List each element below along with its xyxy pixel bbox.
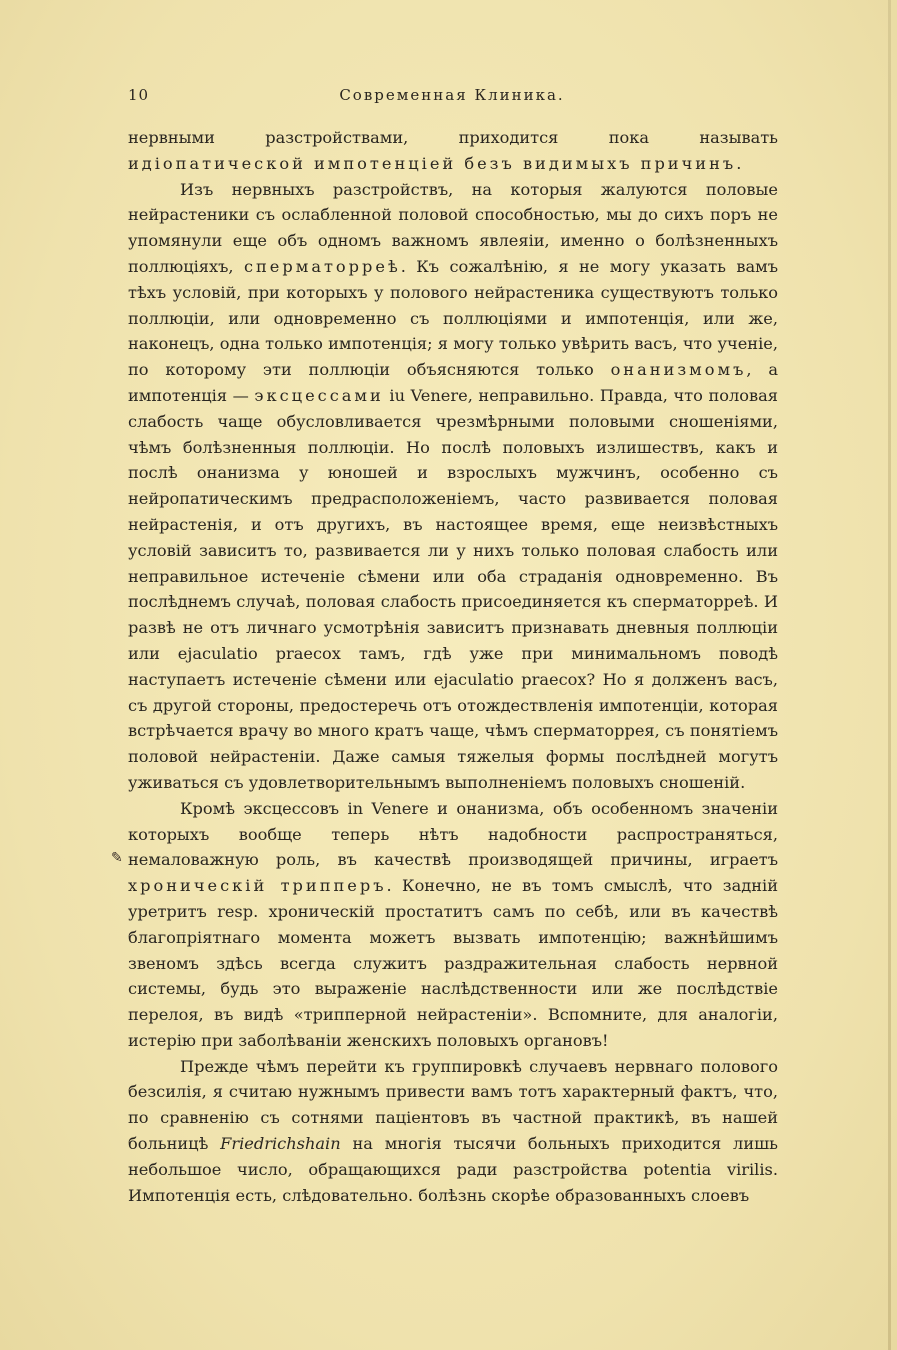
text-segment: на многія тысячи больныхъ приходится лишь небольшое число, обращающихся ради разстройства potentia virilis. Импотенція есть, слѣдовательно. болѣзнь скорѣе образованныхъ слоевъ (128, 1134, 778, 1205)
text-segment: Кромѣ эксцессовъ in Venere и онанизма, объ особенномъ значеніи которыхъ вообще теперь нѣтъ надобности распространяться, немаловажную роль, въ качествѣ производящей причины, играетъ (128, 798, 778, 870)
text-segment: . Конечно, не въ томъ смыслѣ, что задній уретритъ resp. хроническій простатитъ самъ по себѣ, или въ качествѣ благопріятнаго момента можетъ вызвать импотенцію; важнѣйшимъ звеномъ здѣсь всегда служитъ раздражительная слабость нервной системы, будь это выраженіе наслѣдственности или же послѣдствіе перелоя, въ видѣ «трипперной нейрастеніи». Вспомните, для аналогіи, истерію при заболѣваніи женскихъ половыхъ органовъ! (128, 876, 778, 1050)
text-segment: . (736, 153, 742, 173)
text-segment: iu Venere, неправильно. Правда, что половая слабость чаще обусловливается чрезмѣрными половыми сношеніями, чѣмъ болѣзненныя поллюціи. Но послѣ половыхъ излишествъ, какъ и послѣ онанизма у юношей и взрослыхъ мужчинъ, особенно съ нейропатическимъ предрасположеніемъ, часто развивается половая нейрастенія, и отъ другихъ, въ настоящее время, еще неизвѣстныхъ условій зависитъ то, развивается ли у нихъ только половая слабость или неправильное истеченіе сѣмени или оба страданія одновременно. Въ послѣднемъ случаѣ, половая слабость присоединяется къ сперматорреѣ. И развѣ не отъ личнаго усмотрѣнія зависитъ признавать дневныя поллюціи или ejaculatio praecox тамъ, гдѣ уже при минимальномъ поводѣ наступаетъ истеченіе сѣмени или ejaculatio praecox? Но я долженъ васъ, съ другой стороны, предостеречь отъ отождествленія импотенціи, которая встрѣчается врачу во много кратъ чаще, чѣмъ сперматоррея, съ понятіемъ половой нейрастеніи. Даже самыя тяжелыя формы послѣдней могутъ уживаться съ удовлетворительнымъ выполненіемъ половыхъ сношеній. (128, 385, 778, 792)
text-segment: сперматорреѣ (243, 256, 401, 276)
page-edge-shadow (888, 0, 891, 1350)
paragraph-p2 (128, 177, 778, 796)
text-segment: онанизмомъ (610, 360, 747, 380)
text-segment: Прежде чѣмъ перейти къ группировкѣ случаевъ нервнаго полового безсилія, я считаю нужнымъ привести вамъ тотъ характерный фактъ, что, по сравненію съ сотнями паціентовъ въ частной практикѣ, въ нашей больницѣ (128, 1056, 778, 1154)
text-segment: идіопатической импотенціей безъ видимыхъ причинъ (128, 153, 737, 173)
running-title: Современная Клиника. (339, 86, 565, 104)
text-segment: хроническій трипперъ (128, 876, 387, 896)
paragraph-p4 (128, 1054, 778, 1209)
margin-mark-icon: ✎ (111, 850, 123, 866)
page-header (128, 86, 776, 110)
text-segment: Friedrichshain (220, 1134, 341, 1154)
text-segment: эксцессами (254, 385, 384, 405)
text-segment: Изъ нервныхъ разстройствъ, на которыя жалуются половые нейрастеники съ ослабленной половой способностью, мы до сихъ поръ не упомянули еще объ одномъ важномъ явлеяіи, именно о болѣзненныхъ поллюціяхъ, (128, 179, 778, 276)
text-segment: . Къ сожалѣнію, я не могу указать вамъ тѣхъ условій, при которыхъ у полового нейрастеника существуютъ только поллюціи, или одновременно съ поллюціями и импотенція, или же, наконецъ, одна только импотенція; я могу только увѣрить васъ, что ученіе, по которому эти поллюціи объясняются только (128, 256, 778, 380)
page-number: 10 (128, 86, 150, 104)
paragraph-p3 (128, 796, 778, 1054)
paragraph-p1 (128, 125, 778, 177)
body-text (128, 125, 778, 1208)
text-segment: нервными разстройствами, приходится пока называть (128, 128, 778, 147)
text-segment: , а импотенція — (128, 360, 778, 405)
